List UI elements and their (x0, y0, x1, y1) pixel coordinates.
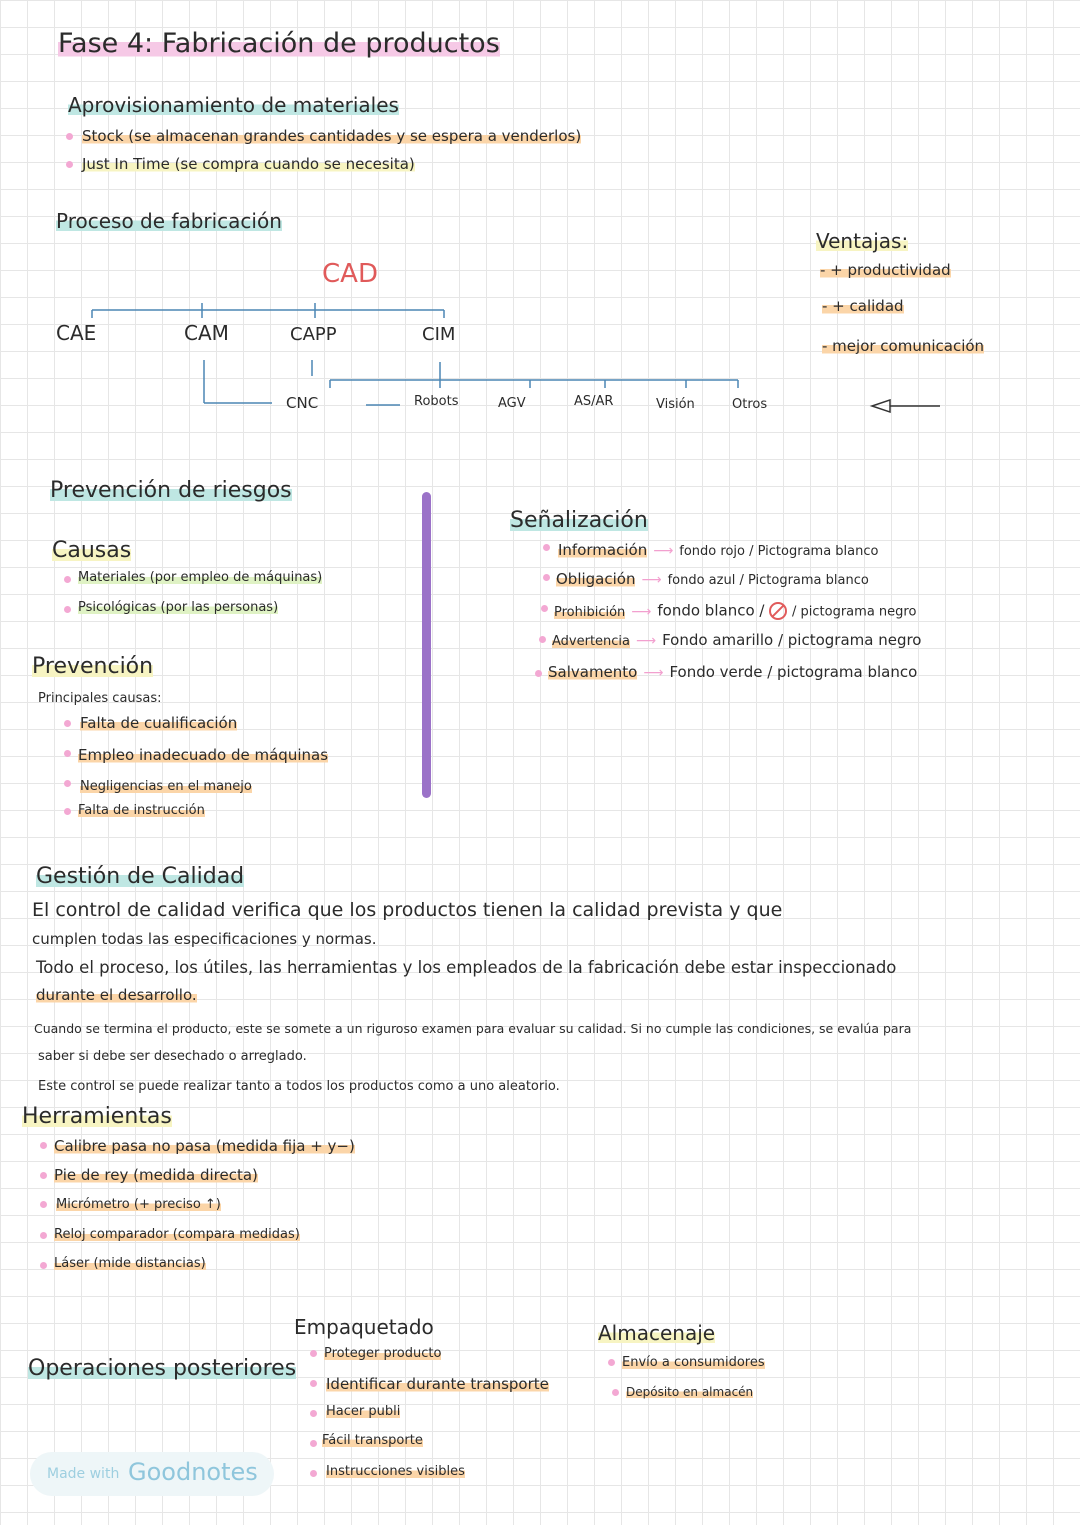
empaquetado-item: Proteger producto (324, 1346, 442, 1361)
empaquetado-item: Hacer publi (326, 1404, 401, 1419)
herramienta-item: Láser (mide distancias) (54, 1256, 206, 1271)
bullet-icon (310, 1410, 317, 1417)
herramienta-item: Micrómetro (+ preciso ↑) (56, 1197, 221, 1212)
bullet-icon (539, 636, 546, 643)
almacenaje-item: Depósito en almacén (626, 1385, 754, 1399)
ventaja-item: - + calidad (822, 297, 904, 315)
senal-row: Prohibición ⟶ fondo blanco / / pictograma negro (554, 601, 917, 620)
causa-item: Psicológicas (por las personas) (78, 600, 279, 615)
branch-capp: CAPP (290, 324, 337, 345)
bullet-icon (64, 720, 71, 727)
ventaja-item: - + productividad (820, 261, 951, 279)
prev-item: Negligencias en el manejo (80, 779, 252, 794)
bullet-icon (543, 574, 550, 581)
bullet-icon (40, 1142, 47, 1149)
prohibition-icon (769, 602, 787, 620)
sub-agv: AGV (498, 396, 526, 411)
calidad-paragraph-2a: Todo el proceso, los útiles, las herramientas y los empleados de la fabricación debe estar inspeccionado (36, 958, 897, 977)
almacenaje-title: Almacenaje (598, 1321, 716, 1345)
bullet-icon (40, 1262, 47, 1269)
aprov-item: Stock (se almacenan grandes cantidades y se espera a venderlos) (82, 127, 582, 145)
sub-otros: Otros (732, 397, 768, 412)
operaciones-heading: Operaciones posteriores (28, 1356, 297, 1381)
bullet-icon (612, 1389, 619, 1396)
calidad-paragraph-3b: saber si debe ser desechado o arreglado. (38, 1049, 307, 1064)
bullet-icon (40, 1172, 47, 1179)
bullet-icon (64, 606, 71, 613)
herramientas-heading: Herramientas (22, 1104, 172, 1129)
branch-cae: CAE (56, 321, 97, 345)
branch-cim: CIM (422, 324, 456, 345)
empaquetado-item: Fácil transporte (322, 1433, 423, 1448)
bullet-icon (310, 1440, 317, 1447)
bullet-icon (64, 780, 71, 787)
bullet-icon (64, 576, 71, 583)
calidad-paragraph-3a: Cuando se termina el producto, este se somete a un riguroso examen para evaluar su calidad. Si no cumple las condiciones, se evalúa para (34, 1021, 912, 1036)
causa-item: Materiales (por empleo de máquinas) (78, 570, 323, 585)
empaquetado-title: Empaquetado (294, 1315, 434, 1339)
bullet-icon (40, 1201, 47, 1208)
calidad-paragraph-2b: durante el desarrollo. (36, 986, 197, 1004)
bullet-icon (310, 1470, 317, 1477)
section-divider (422, 492, 431, 798)
herramienta-item: Calibre pasa no pasa (medida fija + y−) (54, 1137, 355, 1155)
sub-asar: AS/AR (574, 394, 614, 409)
prevencion-riesgos-heading: Prevención de riesgos (50, 478, 292, 503)
senal-row: Información ⟶ fondo rojo / Pictograma blanco (558, 541, 879, 559)
calidad-paragraph-1a: El control de calidad verifica que los productos tienen la calidad prevista y que (32, 899, 783, 921)
sub-vision: Visión (656, 397, 695, 412)
bullet-icon (310, 1380, 317, 1387)
prev-item: Falta de instrucción (78, 803, 205, 818)
empaquetado-item: Instrucciones visibles (326, 1464, 465, 1479)
bullet-icon (40, 1232, 47, 1239)
senalizacion-heading: Señalización (510, 508, 648, 533)
bullet-icon (608, 1359, 615, 1366)
calidad-heading: Gestión de Calidad (36, 864, 245, 889)
calidad-paragraph-1b: cumplen todas las especificaciones y normas. (32, 930, 377, 948)
prevencion-title: Prevención (32, 654, 154, 679)
prev-item: Empleo inadecuado de máquinas (78, 746, 329, 764)
badge-goodnotes-logo: Goodnotes (128, 1458, 258, 1486)
senal-row: Advertencia ⟶ Fondo amarillo / pictograma negro (552, 631, 922, 649)
causas-title: Causas (52, 538, 132, 563)
herramienta-item: Reloj comparador (compara medidas) (54, 1227, 300, 1242)
bullet-icon (541, 605, 548, 612)
aprov-item: Just In Time (se compra cuando se necesita) (82, 155, 415, 173)
sub-robots: Robots (414, 394, 459, 409)
almacenaje-item: Envío a consumidores (622, 1355, 765, 1370)
bullet-icon (310, 1350, 317, 1357)
senal-row: Obligación ⟶ fondo azul / Pictograma blanco (556, 570, 869, 588)
process-tree-diagram (0, 0, 1080, 430)
ventajas-title: Ventajas: (816, 229, 909, 253)
badge-made-with: Made with (47, 1466, 120, 1482)
bullet-icon (64, 750, 71, 757)
ventaja-item: - mejor comunicación (822, 337, 985, 355)
page-title: Fase 4: Fabricación de productos (58, 28, 500, 59)
bullet-icon (535, 670, 542, 677)
principales-label: Principales causas: (38, 691, 162, 706)
senal-row: Salvamento ⟶ Fondo verde / pictograma blanco (548, 663, 918, 681)
herramienta-item: Pie de rey (medida directa) (54, 1166, 258, 1184)
cnc-label: CNC (286, 394, 319, 412)
prev-item: Falta de cualificación (80, 714, 238, 732)
cad-label: CAD (322, 259, 378, 289)
proceso-heading: Proceso de fabricación (56, 209, 282, 233)
aprov-heading: Aprovisionamiento de materiales (68, 93, 399, 117)
bullet-icon (64, 808, 71, 815)
calidad-paragraph-4: Este control se puede realizar tanto a todos los productos como a uno aleatorio. (38, 1079, 560, 1094)
branch-cam: CAM (184, 321, 229, 345)
empaquetado-item: Identificar durante transporte (326, 1375, 549, 1393)
bullet-icon (543, 544, 550, 551)
